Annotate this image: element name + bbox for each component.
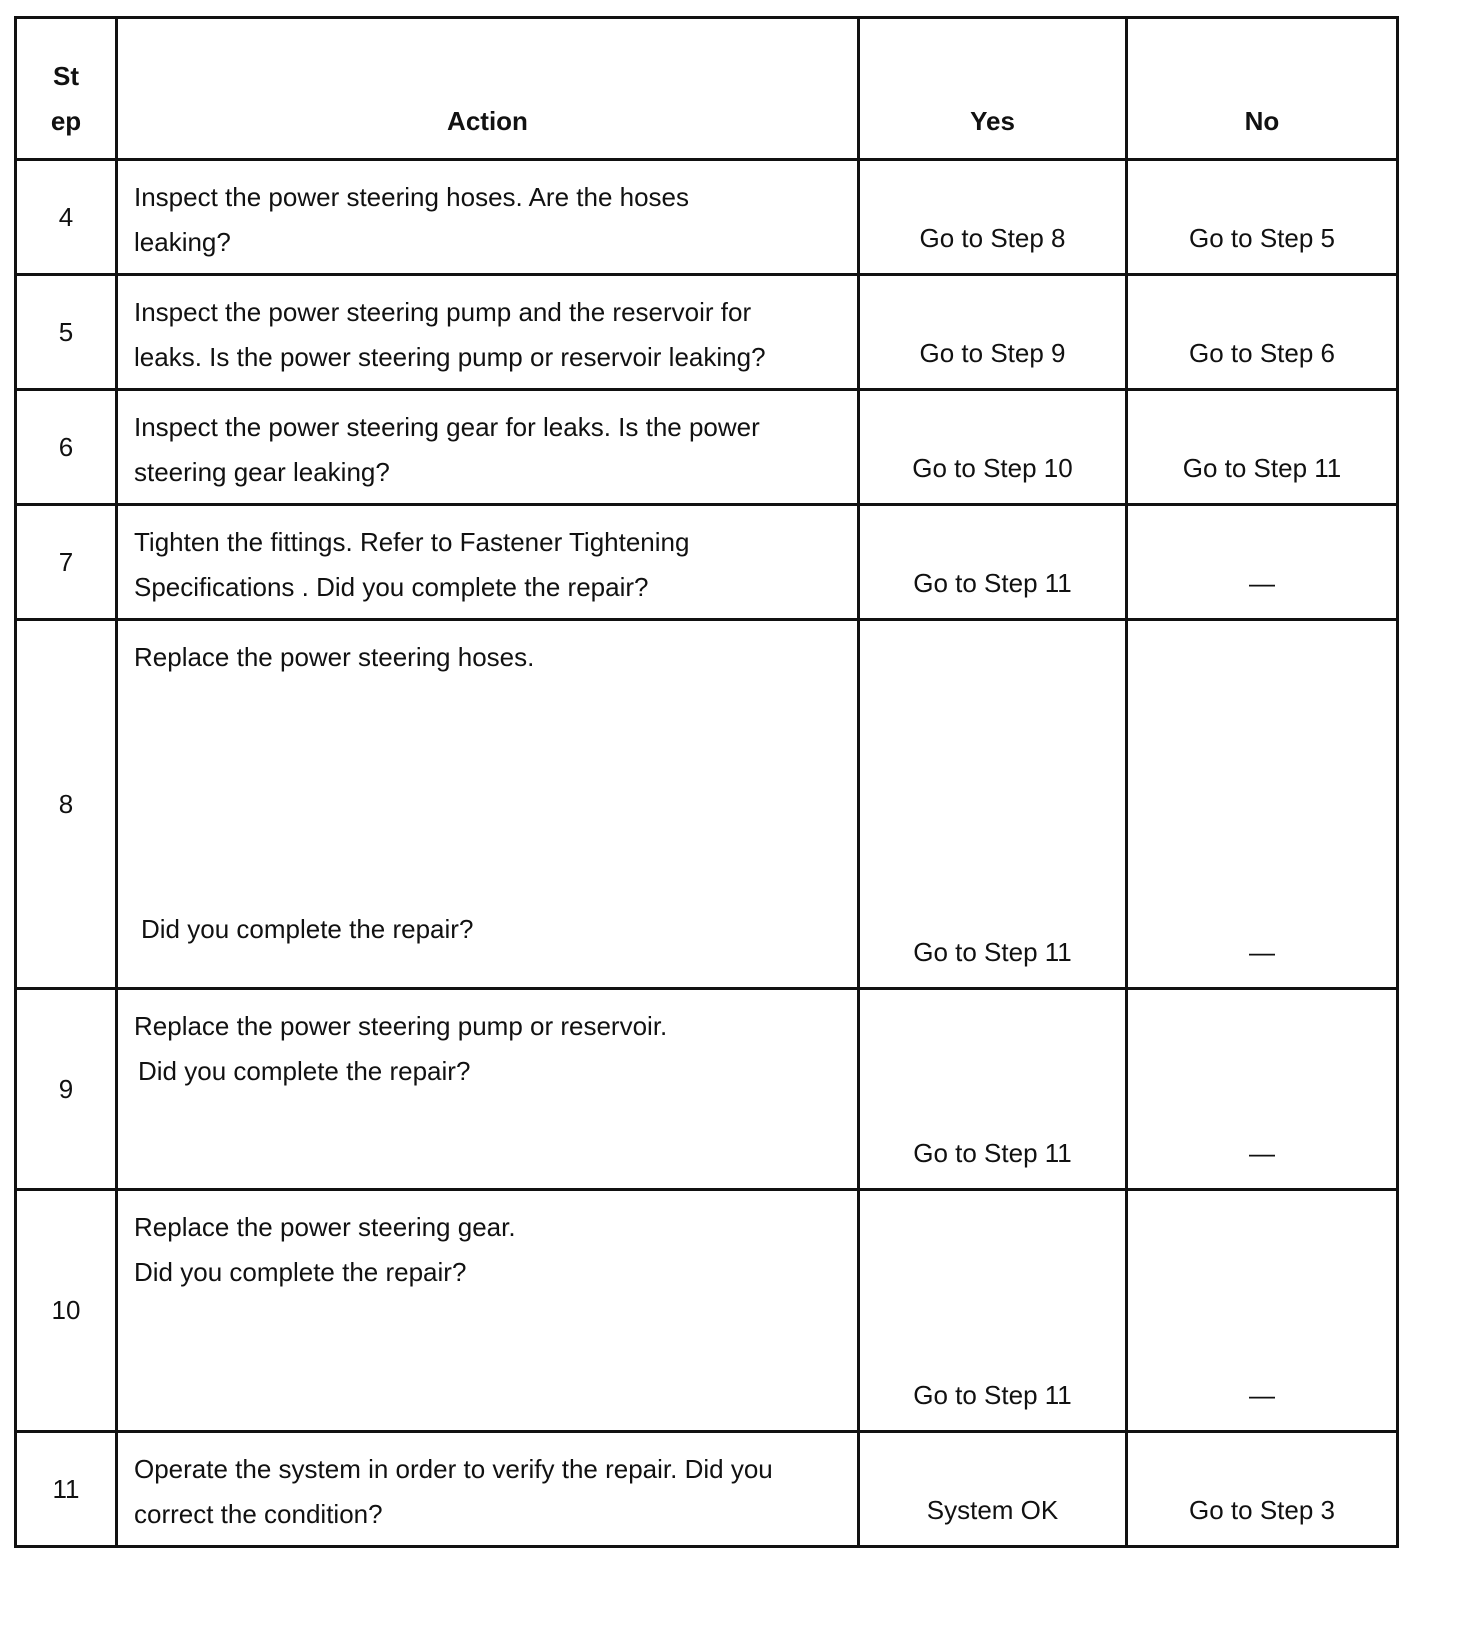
action-cell — [117, 275, 859, 390]
action-spacer — [134, 680, 841, 907]
yes-result: Go to Step 8 — [859, 160, 1127, 275]
no-result: Go to Step 3 — [1127, 1432, 1398, 1547]
step-number: 4 — [16, 160, 117, 275]
action-text: steering gear leaking? — [134, 457, 390, 487]
no-result: Go to Step 11 — [1127, 390, 1398, 505]
table-row-step-4 — [16, 160, 1398, 275]
action-cell — [117, 505, 859, 620]
step-number: 8 — [16, 620, 117, 989]
step-number: 9 — [16, 989, 117, 1190]
action-text: Replace the power steering pump or reservoir. — [134, 1011, 668, 1041]
action-text: Inspect the power steering gear for leaks. Is the power — [134, 412, 760, 442]
table-row-step-9 — [16, 989, 1398, 1190]
no-result: — — [1127, 989, 1398, 1190]
action-cell — [117, 1432, 859, 1547]
header-step — [16, 18, 117, 160]
action-text: Inspect the power steering pump and the reservoir for — [134, 297, 752, 327]
action-cell — [117, 390, 859, 505]
header-step-line1: St — [53, 61, 79, 91]
yes-result: System OK — [859, 1432, 1127, 1547]
table-row-step-8 — [16, 620, 1398, 989]
yes-result: Go to Step 11 — [859, 1190, 1127, 1432]
action-text: Replace the power steering hoses. — [134, 642, 535, 672]
yes-result: Go to Step 10 — [859, 390, 1127, 505]
action-text: Specifications . Did you complete the repair? — [134, 572, 649, 602]
no-result: — — [1127, 505, 1398, 620]
step-number: 6 — [16, 390, 117, 505]
action-cell — [117, 1190, 859, 1432]
action-text: Did you complete the repair? — [138, 1056, 471, 1086]
action-text: correct the condition? — [134, 1499, 383, 1529]
table-row-step-10 — [16, 1190, 1398, 1432]
step-number: 11 — [16, 1432, 117, 1547]
header-yes: Yes — [859, 18, 1127, 160]
action-text: Tighten the fittings. Refer to Fastener Tightening — [134, 527, 690, 557]
header-no: No — [1127, 18, 1398, 160]
yes-result: Go to Step 11 — [859, 989, 1127, 1190]
no-result: — — [1127, 620, 1398, 989]
yes-result: Go to Step 11 — [859, 505, 1127, 620]
action-text: leaks. Is the power steering pump or reservoir leaking? — [134, 342, 766, 372]
action-cell — [117, 620, 859, 989]
action-text: leaking? — [134, 227, 231, 257]
action-text: Did you complete the repair? — [134, 1257, 467, 1287]
action-text: Did you complete the repair? — [141, 914, 474, 944]
no-result: — — [1127, 1190, 1398, 1432]
table-row-step-11 — [16, 1432, 1398, 1547]
header-row — [16, 18, 1398, 160]
no-result: Go to Step 6 — [1127, 275, 1398, 390]
table-row-step-7 — [16, 505, 1398, 620]
action-text: Replace the power steering gear. — [134, 1212, 516, 1242]
no-result: Go to Step 5 — [1127, 160, 1398, 275]
header-action: Action — [117, 18, 859, 160]
yes-result: Go to Step 11 — [859, 620, 1127, 989]
header-step-line2: ep — [50, 106, 82, 136]
action-text: Inspect the power steering hoses. Are the hoses — [134, 182, 690, 212]
table-row-step-6 — [16, 390, 1398, 505]
yes-result: Go to Step 9 — [859, 275, 1127, 390]
step-number: 10 — [16, 1190, 117, 1432]
table-row-step-5 — [16, 275, 1398, 390]
step-number: 7 — [16, 505, 117, 620]
diagnostic-table — [14, 16, 1399, 1548]
action-cell — [117, 989, 859, 1190]
action-text: Operate the system in order to verify the repair. Did you — [134, 1454, 773, 1484]
action-cell — [117, 160, 859, 275]
step-number: 5 — [16, 275, 117, 390]
